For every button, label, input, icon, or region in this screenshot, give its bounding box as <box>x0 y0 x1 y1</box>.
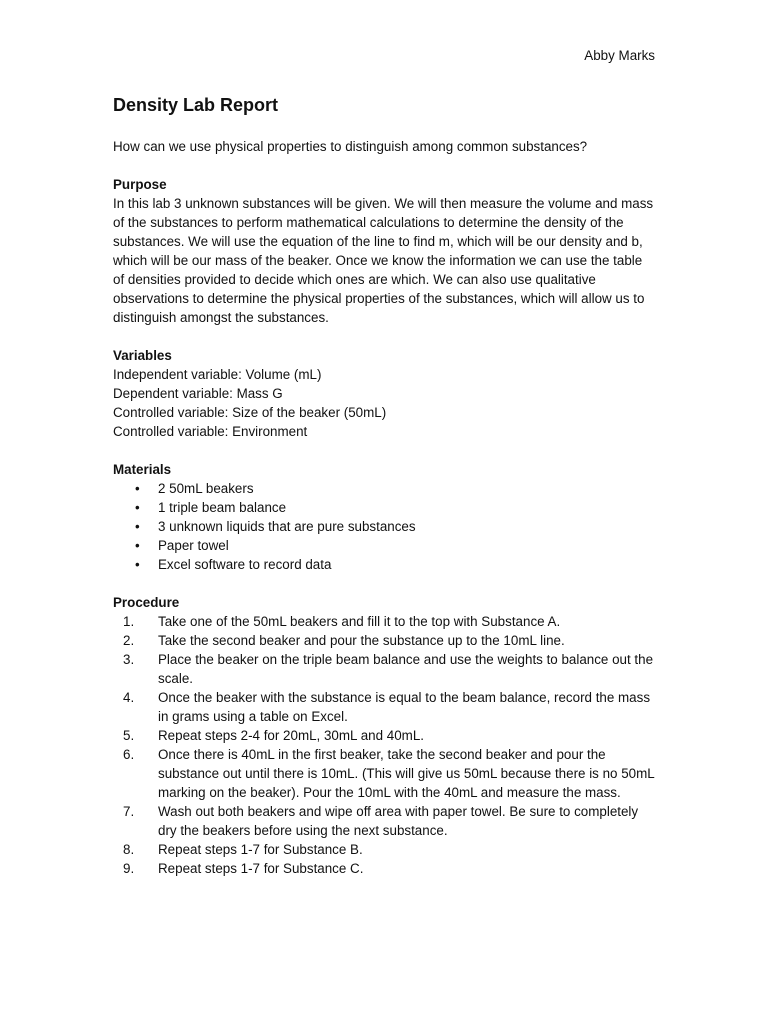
step-number: 9. <box>123 861 135 876</box>
step-text: Place the beaker on the triple beam balance and use the weights to balance out the scale. <box>158 652 654 686</box>
variable-line: Controlled variable: Size of the beaker (50mL) <box>113 405 387 420</box>
step-number: 1. <box>123 614 135 629</box>
procedure-step <box>113 650 655 688</box>
step-number: 4. <box>123 690 135 705</box>
step-number: 8. <box>123 842 135 857</box>
step-text: Take one of the 50mL beakers and fill it to the top with Substance A. <box>158 614 561 629</box>
step-text: Repeat steps 1-7 for Substance B. <box>158 842 363 857</box>
procedure-heading: Procedure <box>113 595 180 610</box>
step-text: Once there is 40mL in the first beaker, take the second beaker and pour the substance out until there is 10mL. (This will give us 50mL because there is no 50mL marking on the beaker). Pour the 10mL with the 40mL and measure the mass. <box>158 747 655 800</box>
variable-line: Controlled variable: Environment <box>113 424 308 439</box>
page-title: Density Lab Report <box>113 95 279 115</box>
procedure-step <box>113 840 655 859</box>
list-item: • Paper towel <box>113 536 655 555</box>
procedure-step <box>113 745 655 802</box>
step-text: Repeat steps 2-4 for 20mL, 30mL and 40mL. <box>158 728 424 743</box>
procedure-step <box>113 802 655 840</box>
variables-heading: Variables <box>113 348 172 363</box>
step-number: 3. <box>123 652 135 667</box>
research-question: How can we use physical properties to distinguish among common substances? <box>113 139 588 154</box>
procedure-section <box>113 593 655 878</box>
list-item: • 1 triple beam balance <box>113 498 655 517</box>
procedure-step <box>113 612 655 631</box>
purpose-heading: Purpose <box>113 177 167 192</box>
list-item: • 2 50mL beakers <box>113 479 655 498</box>
list-item: • Excel software to record data <box>113 555 655 574</box>
document-body <box>113 137 655 897</box>
materials-heading: Materials <box>113 462 172 477</box>
step-number: 6. <box>123 747 135 762</box>
materials-list <box>113 479 655 574</box>
variable-line: Independent variable: Volume (mL) <box>113 367 322 382</box>
step-number: 2. <box>123 633 135 648</box>
procedure-step <box>113 859 655 878</box>
author-name: Abby Marks <box>584 48 655 63</box>
procedure-step <box>113 688 655 726</box>
step-text: Wash out both beakers and wipe off area with paper towel. Be sure to completely dry the beakers before using the next substance. <box>158 804 639 838</box>
procedure-step <box>113 631 655 650</box>
purpose-section <box>113 175 655 327</box>
step-text: Take the second beaker and pour the substance up to the 10mL line. <box>158 633 565 648</box>
step-text: Repeat steps 1-7 for Substance C. <box>158 861 364 876</box>
procedure-step <box>113 726 655 745</box>
step-text: Once the beaker with the substance is equal to the beam balance, record the mass in grams using a table on Excel. <box>158 690 651 724</box>
variables-section <box>113 346 655 441</box>
procedure-list <box>113 612 655 878</box>
step-number: 7. <box>123 804 135 819</box>
materials-section <box>113 460 655 574</box>
list-item: • 3 unknown liquids that are pure substances <box>113 517 655 536</box>
variable-line: Dependent variable: Mass G <box>113 386 283 401</box>
step-number: 5. <box>123 728 135 743</box>
purpose-text: In this lab 3 unknown substances will be given. We will then measure the volume and mass of the substances to perform mathematical calculations to determine the density of the substances. We will use the equation of the line to find m, which will be our density and b, which will be our mass of the beaker. Once we know the information we can use the table of densities provided to decide which ones are which. We can also use qualitative observations to determine the physical properties of the substances, which will allow us to distinguish amongst the substances. <box>113 196 654 325</box>
